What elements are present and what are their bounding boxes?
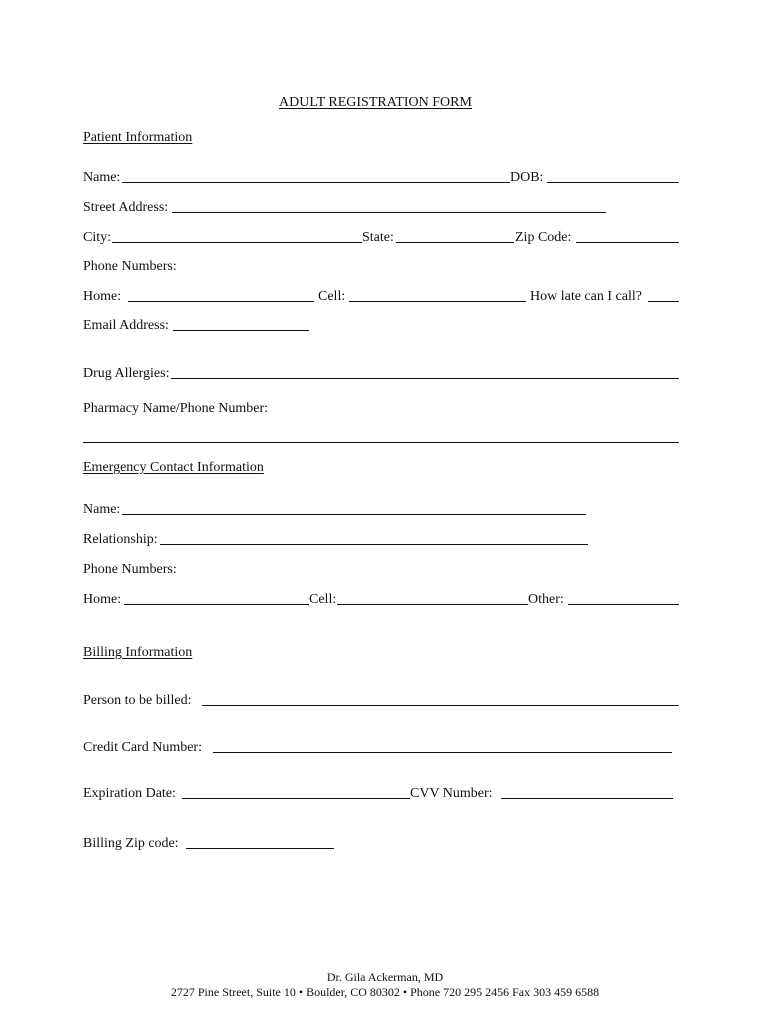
patient-city-field[interactable] bbox=[112, 242, 362, 243]
patient-late-call-field[interactable] bbox=[648, 301, 679, 302]
emergency-home-label: Home: bbox=[83, 592, 122, 607]
patient-street-label: Street Address: bbox=[83, 200, 169, 215]
emergency-phone-numbers-label: Phone Numbers: bbox=[83, 562, 177, 577]
patient-state-field[interactable] bbox=[396, 242, 514, 243]
emergency-relationship-field[interactable] bbox=[160, 544, 588, 545]
billing-section-heading: Billing Information bbox=[83, 645, 193, 660]
emergency-relationship-label: Relationship: bbox=[83, 532, 158, 547]
form-title: ADULT REGISTRATION FORM bbox=[279, 95, 472, 110]
billing-cvv-field[interactable] bbox=[501, 798, 673, 799]
billing-zip-field[interactable] bbox=[186, 848, 334, 849]
patient-dob-field[interactable] bbox=[547, 182, 679, 183]
billing-person-field[interactable] bbox=[202, 705, 679, 706]
billing-zip-label: Billing Zip code: bbox=[83, 836, 179, 851]
emergency-section-heading: Emergency Contact Information bbox=[83, 460, 264, 475]
patient-zip-field[interactable] bbox=[576, 242, 679, 243]
billing-expiration-field[interactable] bbox=[182, 798, 410, 799]
patient-cell-label: Cell: bbox=[318, 289, 346, 304]
emergency-other-phone-field[interactable] bbox=[568, 604, 679, 605]
patient-late-call-label: How late can I call? bbox=[530, 289, 642, 304]
emergency-name-label: Name: bbox=[83, 502, 121, 517]
patient-section-heading: Patient Information bbox=[83, 130, 193, 145]
patient-state-label: State: bbox=[362, 230, 394, 245]
patient-allergies-field[interactable] bbox=[171, 378, 679, 379]
emergency-name-field[interactable] bbox=[122, 514, 586, 515]
patient-pharmacy-label: Pharmacy Name/Phone Number: bbox=[83, 401, 269, 416]
billing-person-label: Person to be billed: bbox=[83, 693, 192, 708]
patient-pharmacy-field[interactable] bbox=[83, 442, 679, 443]
patient-email-field[interactable] bbox=[173, 330, 309, 331]
patient-street-field[interactable] bbox=[172, 212, 606, 213]
footer-doctor-name: Dr. Gila Ackerman, MD bbox=[326, 970, 444, 984]
patient-name-field[interactable] bbox=[122, 182, 510, 183]
patient-home-label: Home: bbox=[83, 289, 122, 304]
emergency-other-label: Other: bbox=[528, 592, 564, 607]
patient-zip-label: Zip Code: bbox=[515, 230, 572, 245]
patient-phone-numbers-label: Phone Numbers: bbox=[83, 259, 177, 274]
patient-email-label: Email Address: bbox=[83, 318, 169, 333]
patient-city-label: City: bbox=[83, 230, 112, 245]
emergency-cell-label: Cell: bbox=[309, 592, 337, 607]
billing-expiration-label: Expiration Date: bbox=[83, 786, 176, 801]
patient-dob-label: DOB: bbox=[510, 170, 544, 185]
billing-card-label: Credit Card Number: bbox=[83, 740, 202, 755]
footer-address: 2727 Pine Street, Suite 10 • Boulder, CO 80302 • Phone 720 295 2456 Fax 303 459 6588 bbox=[170, 985, 600, 999]
emergency-cell-phone-field[interactable] bbox=[337, 604, 528, 605]
emergency-home-phone-field[interactable] bbox=[124, 604, 309, 605]
billing-cvv-label: CVV Number: bbox=[410, 786, 493, 801]
patient-name-label: Name: bbox=[83, 170, 121, 185]
billing-card-field[interactable] bbox=[213, 752, 672, 753]
patient-home-phone-field[interactable] bbox=[128, 301, 314, 302]
patient-allergies-label: Drug Allergies: bbox=[83, 366, 170, 381]
patient-cell-phone-field[interactable] bbox=[349, 301, 526, 302]
